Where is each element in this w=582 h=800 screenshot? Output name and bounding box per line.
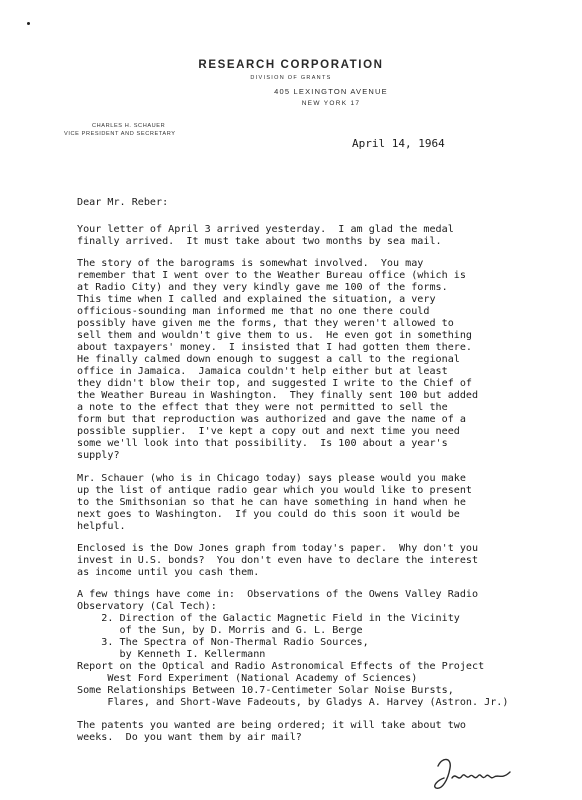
body-line: Observatory (Cal Tech): [77,601,217,612]
list-item: by Kenneth I. Kellermann [77,649,266,660]
body-line: the Weather Bureau in Washington. They finally sent 100 but added [77,390,479,401]
body-line: office in Jamaica. Jamaica couldn't help either but at least [77,366,448,377]
body-line: possibly have given me the forms, that they weren't allowed to [77,318,454,329]
body-line: next goes to Washington. If you could do this soon it would be [77,509,460,520]
officer-name: CHARLES H. SCHAUER [92,123,166,129]
list-item: 3. The Spectra of Non-Thermal Radio Sources, [77,637,369,648]
body-line: sell them and wouldn't give them to us. He even got in something [77,330,473,341]
body-line: helpful. [77,521,126,532]
body-line: Your letter of April 3 arrived yesterday. I am glad the medal [77,224,454,235]
officer-title: VICE PRESIDENT AND SECRETARY [64,131,176,137]
body-line: possible supplier. I've kept a copy out and next time you need [77,426,460,437]
scan-speck [27,22,30,25]
body-line: Some Relationships Between 10.7-Centimeter Solar Noise Bursts, [77,685,454,696]
body-line: The story of the barograms is somewhat involved. You may [77,258,424,269]
body-line: Flares, and Short-Wave Fadeouts, by Gladys A. Harvey (Astron. Jr.) [77,697,509,708]
letter-date: April 14, 1964 [352,137,445,150]
body-line: Mr. Schauer (who is in Chicago today) says please would you make [77,473,466,484]
list-item: 2. Direction of the Galactic Magnetic Field in the Vicinity [77,613,460,624]
body-line: officious-sounding man informed me that no one there could [77,306,430,317]
body-line: at Radio City) and they very kindly gave me 100 of the forms. [77,282,448,293]
list-item: of the Sun, by D. Morris and G. L. Berge [77,625,363,636]
body-line: invest in U.S. bonds? You don't even have to declare the interest [77,555,479,566]
body-line: The patents you wanted are being ordered; it will take about two [77,720,466,731]
body-line: He finally calmed down enough to suggest a call to the regional [77,354,460,365]
body-line: A few things have come in: Observations of the Owens Valley Radio [77,589,479,600]
body-line: to the Smithsonian so that he can have something in hand when he [77,497,466,508]
body-line: they didn't blow their top, and suggested I write to the Chief of [77,378,473,389]
body-line: Enclosed is the Dow Jones graph from today's paper. Why don't you [77,543,479,554]
body-line: This time when I called and explained the situation, a very [77,294,436,305]
body-line: weeks. Do you want them by air mail? [77,732,302,743]
body-line: some we'll look into that possibility. Is 100 about a year's [77,438,448,449]
letterhead-org: RESEARCH CORPORATION [198,59,384,71]
body-line: about taxpayers' money. I insisted that I had gotten them there. [77,342,473,353]
body-line: Report on the Optical and Radio Astronomical Effects of the Project [77,661,485,672]
letterhead-address: 405 LEXINGTON AVENUE [274,87,388,96]
letterhead-division: DIVISION OF GRANTS [250,75,332,81]
body-line: a note to the effect that they were not permitted to sell the [77,402,448,413]
body-line: West Ford Experiment (National Academy of Sciences) [77,673,418,684]
body-line: up the list of antique radio gear which you would like to present [77,485,473,496]
salutation: Dear Mr. Reber: [77,197,169,208]
letterhead-city: NEW YORK 17 [301,100,361,107]
body-line: supply? [77,450,120,461]
body-line: as income until you cash them. [77,567,260,578]
body-line: finally arrived. It must take about two months by sea mail. [77,236,442,247]
body-line: form but that reproduction was authorized and gave the name of a [77,414,466,425]
body-line: remember that I went over to the Weather Bureau office (which is [77,270,466,281]
signature [432,754,522,796]
